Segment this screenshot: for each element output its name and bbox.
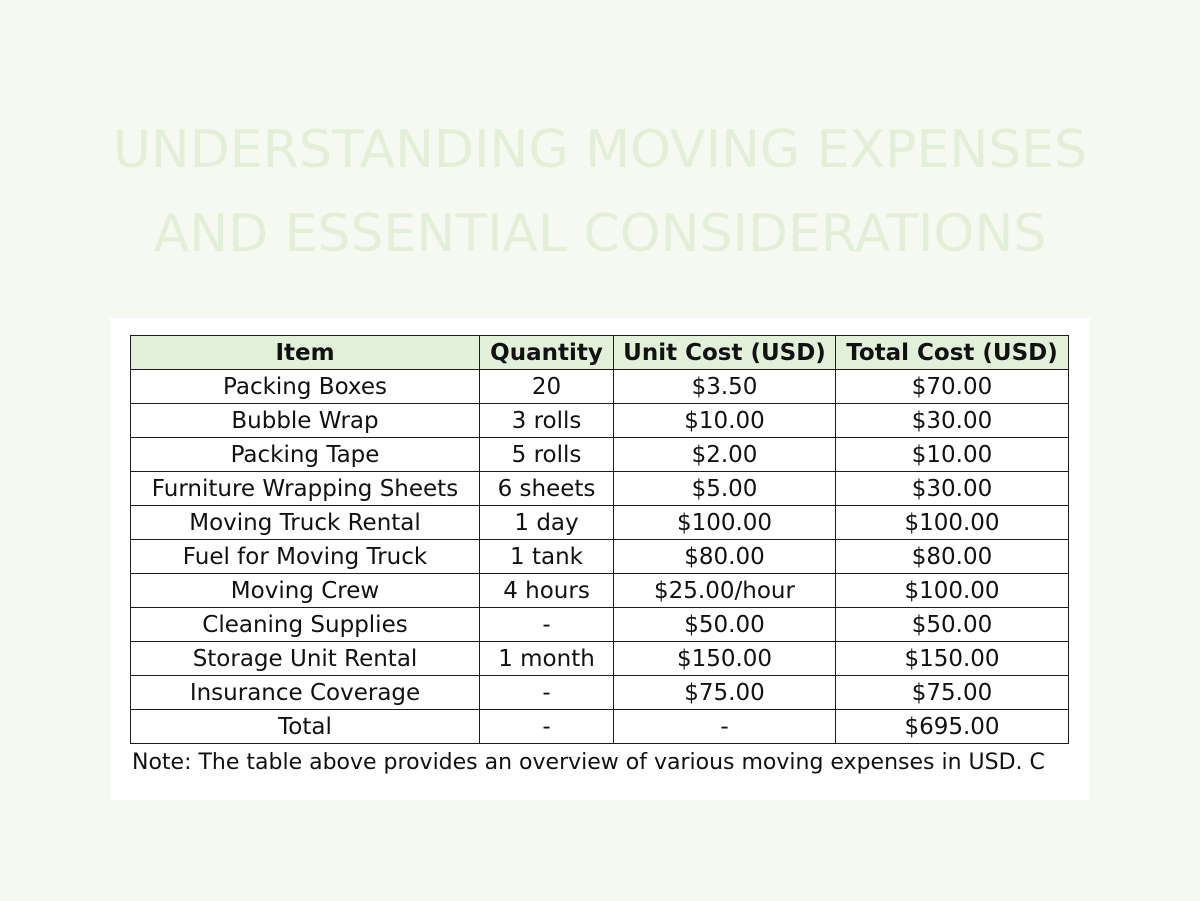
table-body [131,370,1069,744]
page-title-line-1: UNDERSTANDING MOVING EXPENSES [112,120,1088,180]
cell-quantity: 6 sheets [480,472,614,506]
cell-quantity: 4 hours [480,574,614,608]
cell-quantity: 1 month [480,642,614,676]
cell-item: Moving Truck Rental [131,506,480,540]
cell-total-cost: $10.00 [836,438,1069,472]
cell-total-cost: $70.00 [836,370,1069,404]
cell-unit-cost: $5.00 [614,472,836,506]
cell-quantity: 1 tank [480,540,614,574]
cell-unit-cost: $3.50 [614,370,836,404]
table-row [131,676,1069,710]
cell-unit-cost: - [614,710,836,744]
table-header-row [131,336,1069,370]
cell-total-cost: $30.00 [836,404,1069,438]
header-total-cost: Total Cost (USD) [836,336,1069,370]
table-note: Note: The table above provides an overview of various moving expenses in USD. C [132,750,1045,775]
cell-total-cost: $150.00 [836,642,1069,676]
expense-sheet-card [110,318,1090,800]
table-row [131,608,1069,642]
table-row [131,506,1069,540]
header-quantity: Quantity [480,336,614,370]
cell-total-cost: $695.00 [836,710,1069,744]
header-item: Item [131,336,480,370]
table-row [131,370,1069,404]
cell-unit-cost: $75.00 [614,676,836,710]
cell-total-cost: $100.00 [836,506,1069,540]
table-row [131,472,1069,506]
cell-unit-cost: $80.00 [614,540,836,574]
expense-table [130,335,1069,744]
cell-unit-cost: $25.00/hour [614,574,836,608]
cell-unit-cost: $100.00 [614,506,836,540]
cell-item: Storage Unit Rental [131,642,480,676]
header-unit-cost: Unit Cost (USD) [614,336,836,370]
table-row [131,404,1069,438]
table-row [131,438,1069,472]
cell-quantity: 3 rolls [480,404,614,438]
cell-item: Total [131,710,480,744]
cell-item: Bubble Wrap [131,404,480,438]
cell-quantity: - [480,676,614,710]
cell-total-cost: $80.00 [836,540,1069,574]
cell-item: Furniture Wrapping Sheets [131,472,480,506]
cell-unit-cost: $150.00 [614,642,836,676]
cell-item: Packing Tape [131,438,480,472]
cell-total-cost: $100.00 [836,574,1069,608]
cell-unit-cost: $10.00 [614,404,836,438]
cell-quantity: - [480,608,614,642]
cell-unit-cost: $2.00 [614,438,836,472]
cell-unit-cost: $50.00 [614,608,836,642]
cell-item: Fuel for Moving Truck [131,540,480,574]
cell-quantity: - [480,710,614,744]
cell-item: Moving Crew [131,574,480,608]
cell-quantity: 20 [480,370,614,404]
cell-quantity: 1 day [480,506,614,540]
cell-item: Cleaning Supplies [131,608,480,642]
page-title-line-2: AND ESSENTIAL CONSIDERATIONS [153,204,1047,264]
cell-total-cost: $30.00 [836,472,1069,506]
table-row [131,642,1069,676]
table-total-row [131,710,1069,744]
cell-total-cost: $75.00 [836,676,1069,710]
table-row [131,574,1069,608]
cell-item: Packing Boxes [131,370,480,404]
table-row [131,540,1069,574]
cell-total-cost: $50.00 [836,608,1069,642]
cell-item: Insurance Coverage [131,676,480,710]
cell-quantity: 5 rolls [480,438,614,472]
page-title [0,108,1200,276]
